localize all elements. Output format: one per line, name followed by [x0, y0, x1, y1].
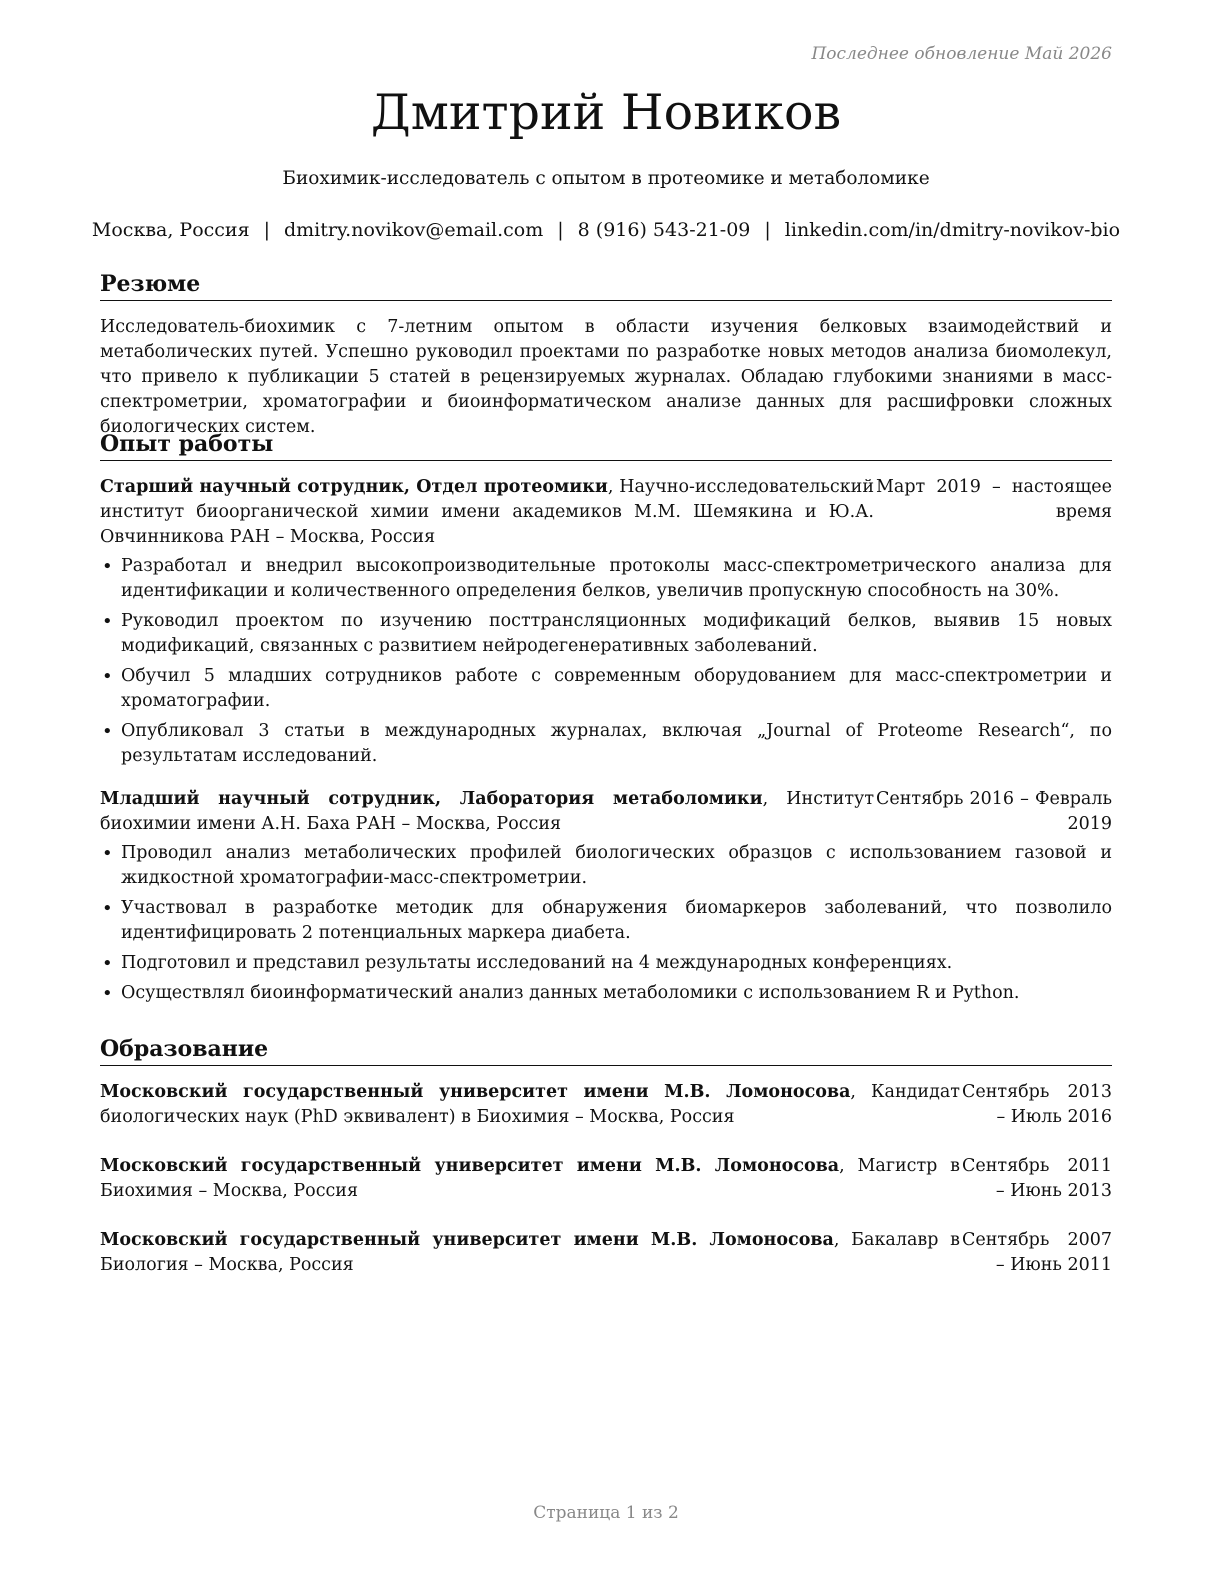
job-bullets	[100, 841, 1112, 1006]
education-entry	[100, 1080, 1112, 1130]
contact-separator: |	[263, 219, 270, 241]
person-name: Дмитрий Новиков	[370, 84, 842, 141]
section-heading-summary: Резюме	[100, 270, 1112, 301]
contact-email[interactable]: dmitry.novikov@email.com	[283, 219, 544, 241]
list-item: • Обучил 5 младших сотрудников работе с современным оборудованием для масс-спектрометрии и хроматографии.	[100, 664, 1112, 714]
education-section	[100, 1035, 1112, 1278]
list-item: • Подготовил и представил результаты исследований на 4 международных конференциях.	[100, 951, 1112, 976]
list-item: • Разработал и внедрил высокопроизводительные протоколы масс-спектрометрического анализа для идентификации и количественного определения белков, увеличив пропускную способность на 30%.	[100, 554, 1112, 604]
education-school-degree	[100, 1228, 962, 1278]
experience-section	[100, 430, 1112, 1011]
job-title-org	[100, 475, 876, 550]
contact-location: Москва, Россия	[91, 219, 250, 241]
job-dates: Март 2019 – настоящее время	[876, 477, 1112, 522]
section-heading-experience: Опыт работы	[100, 430, 1112, 461]
summary-text: Исследователь-биохимик с 7-летним опытом в области изучения белковых взаимодействий и метаболических путей. Успешно руководил проектами по разработке новых методов анализа биомолекул, что привело к публикации 5 статей в рецензируемых журналах. Обладаю глубокими знаниями в масс-спектрометрии, хроматографии и биоинформатическом анализе данных для расшифровки сложных биологических систем.	[100, 317, 1112, 437]
job-org: , Научно-исследовательский институт биоорганической химии имени академиков М.М. Шемякина и Ю.А. Овчинникова РАН – Москва, Россия	[100, 477, 874, 547]
resume-page	[91, 0, 1121, 1584]
contact-phone: 8 (916) 543-21-09	[577, 219, 751, 241]
last-updated: Последнее обновление Май 2026	[811, 44, 1112, 64]
job-bullets	[100, 554, 1112, 769]
education-dates: Сентябрь 2011 – Июнь 2013	[962, 1156, 1112, 1201]
job-header	[100, 475, 1112, 550]
job-header	[100, 787, 1112, 837]
job-title: Старший научный сотрудник, Отдел протеомики	[100, 477, 608, 497]
job-title-org	[100, 787, 876, 837]
education-degree: , Магистр в Биохимия – Москва, Россия	[100, 1156, 960, 1201]
education-school: Московский государственный университет имени М.В. Ломоносова	[100, 1230, 834, 1250]
education-school-degree	[100, 1154, 962, 1204]
education-entry	[100, 1154, 1112, 1204]
education-dates: Сентябрь 2013 – Июль 2016	[962, 1082, 1112, 1127]
education-entry	[100, 1228, 1112, 1278]
education-school: Московский государственный университет имени М.В. Ломоносова	[100, 1082, 851, 1102]
list-item: • Проводил анализ метаболических профилей биологических образцов с использованием газовой и жидкостной хроматографии-масс-спектрометрии.	[100, 841, 1112, 891]
section-heading-education: Образование	[100, 1035, 1112, 1066]
education-school-degree	[100, 1080, 962, 1130]
list-item: • Опубликовал 3 статьи в международных журналах, включая „Journal of Proteome Research“, по результатам исследований.	[100, 719, 1112, 769]
education-degree: , Кандидат биологических наук (PhD эквивалент) в Биохимия – Москва, Россия	[100, 1082, 960, 1127]
contact-separator: |	[764, 219, 771, 241]
education-degree: , Бакалавр в Биология – Москва, Россия	[100, 1230, 961, 1275]
list-item: • Руководил проектом по изучению посттрансляционных модификаций белков, выявив 15 новых модификаций, связанных с развитием нейродегенеративных заболеваний.	[100, 609, 1112, 659]
contact-separator: |	[557, 219, 564, 241]
contact-line	[80, 219, 1132, 241]
job-entry	[100, 787, 1112, 1006]
tagline: Биохимик-исследователь с опытом в протеомике и метаболомике	[282, 168, 930, 189]
list-item: • Участвовал в разработке методик для обнаружения биомаркеров заболеваний, что позволило идентифицировать 2 потенциальных маркера диабета.	[100, 896, 1112, 946]
education-school: Московский государственный университет имени М.В. Ломоносова	[100, 1156, 840, 1176]
education-dates: Сентябрь 2007 – Июнь 2011	[962, 1230, 1112, 1275]
job-org: , Институт биохимии имени А.Н. Баха РАН – Москва, Россия	[100, 789, 875, 834]
summary-section	[100, 270, 1112, 440]
page-number: Страница 1 из 2	[533, 1503, 679, 1523]
job-title: Младший научный сотрудник, Лаборатория метаболомики	[100, 789, 763, 809]
job-dates: Сентябрь 2016 – Февраль 2019	[876, 789, 1112, 834]
contact-linkedin[interactable]: linkedin.com/in/dmitry-novikov-bio	[784, 219, 1121, 241]
list-item: • Осуществлял биоинформатический анализ данных метаболомики с использованием R и Python.	[100, 981, 1112, 1006]
job-entry	[100, 475, 1112, 769]
